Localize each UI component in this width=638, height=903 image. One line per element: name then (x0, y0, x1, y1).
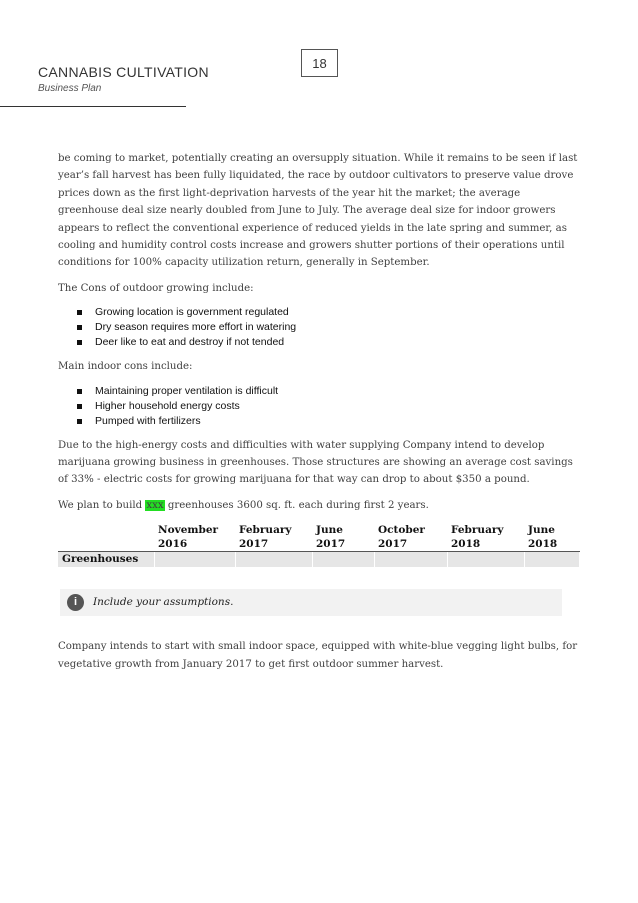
header-divider (0, 106, 186, 107)
table-header-row (58, 522, 580, 552)
table-header: October 2017 (374, 522, 447, 552)
page-content (58, 150, 580, 681)
bullet-square-icon (77, 325, 82, 330)
assumptions-note-text: Include your assumptions. (93, 596, 234, 609)
bullet-square-icon (77, 419, 82, 424)
info-icon: i (67, 594, 84, 611)
list-item (58, 335, 580, 350)
table-header: February 2017 (235, 522, 312, 552)
table-row (58, 552, 580, 568)
list-item-text: Deer like to eat and destroy if not tended (95, 336, 285, 349)
table-header-empty (58, 522, 154, 552)
indoor-cons-list (58, 384, 580, 429)
list-item (58, 320, 580, 335)
paragraph-greenhouse-costs: Due to the high-energy costs and difficulties with water supplying Company intend to develop marijuana growing business in greenhouses. Those structures are showing an average cost savings of 33% - electric costs for growing marijuana for that way can drop to about $350 a pound. (58, 439, 573, 486)
plan-prefix: We plan to build (58, 499, 146, 511)
table-cell (312, 552, 374, 568)
page-number: 18 (301, 49, 338, 77)
list-item (58, 399, 580, 414)
list-item-text: Higher household energy costs (95, 399, 240, 412)
row-label: Greenhouses (58, 552, 154, 568)
bullet-square-icon (77, 310, 82, 315)
document-title: CANNABIS CULTIVATION (38, 64, 209, 80)
list-item-text: Growing location is government regulated (95, 306, 289, 319)
table-cell (154, 552, 235, 568)
outdoor-cons-list (58, 305, 580, 350)
greenhouse-schedule-table (58, 522, 580, 567)
list-item (58, 414, 580, 429)
document-subtitle: Business Plan (38, 83, 102, 94)
list-item-text: Dry season requires more effort in watering (95, 321, 297, 334)
outdoor-cons-intro: The Cons of outdoor growing include: (58, 282, 254, 294)
table-header: November 2016 (154, 522, 235, 552)
bullet-square-icon (77, 389, 82, 394)
table-cell (447, 552, 524, 568)
table-cell (374, 552, 447, 568)
table-header: June 2018 (524, 522, 580, 552)
table-header: June 2017 (312, 522, 374, 552)
bullet-square-icon (77, 340, 82, 345)
indoor-cons-intro: Main indoor cons include: (58, 361, 193, 373)
bullet-square-icon (77, 404, 82, 409)
assumptions-note (60, 589, 562, 616)
list-item (58, 305, 580, 320)
plan-suffix: greenhouses 3600 sq. ft. each during first 2 years. (164, 499, 429, 511)
list-item-text: Maintaining proper ventilation is difficult (95, 384, 279, 397)
paragraph-market: be coming to market, potentially creating an oversupply situation. While it remains to be seen if last year’s fall harvest has been fully liquidated, the race by outdoor cultivators to preserve value drove prices down as the first light-deprivation harvests of the year hit the market; the average greenhouse deal size nearly doubled from June to July. The average deal size for indoor growers appears to reflect the conventional experience of reduced yields in the late spring and summer, as cooling and humidity control costs increase and growers shutter portions of their operations until conditions for 100% capacity utilization return, generally in September. (58, 153, 578, 269)
paragraph-indoor-start: Company intends to start with small indoor space, equipped with white-blue vegging light bulbs, for vegetative growth from January 2017 to get first outdoor summer harvest. (58, 641, 578, 670)
list-item (58, 384, 580, 399)
list-item-text: Pumped with fertilizers (95, 414, 201, 427)
table-cell (235, 552, 312, 568)
paragraph-plan (58, 497, 580, 514)
table-header: February 2018 (447, 522, 524, 552)
table-cell (524, 552, 580, 568)
plan-highlight-placeholder: xxx (146, 499, 164, 511)
